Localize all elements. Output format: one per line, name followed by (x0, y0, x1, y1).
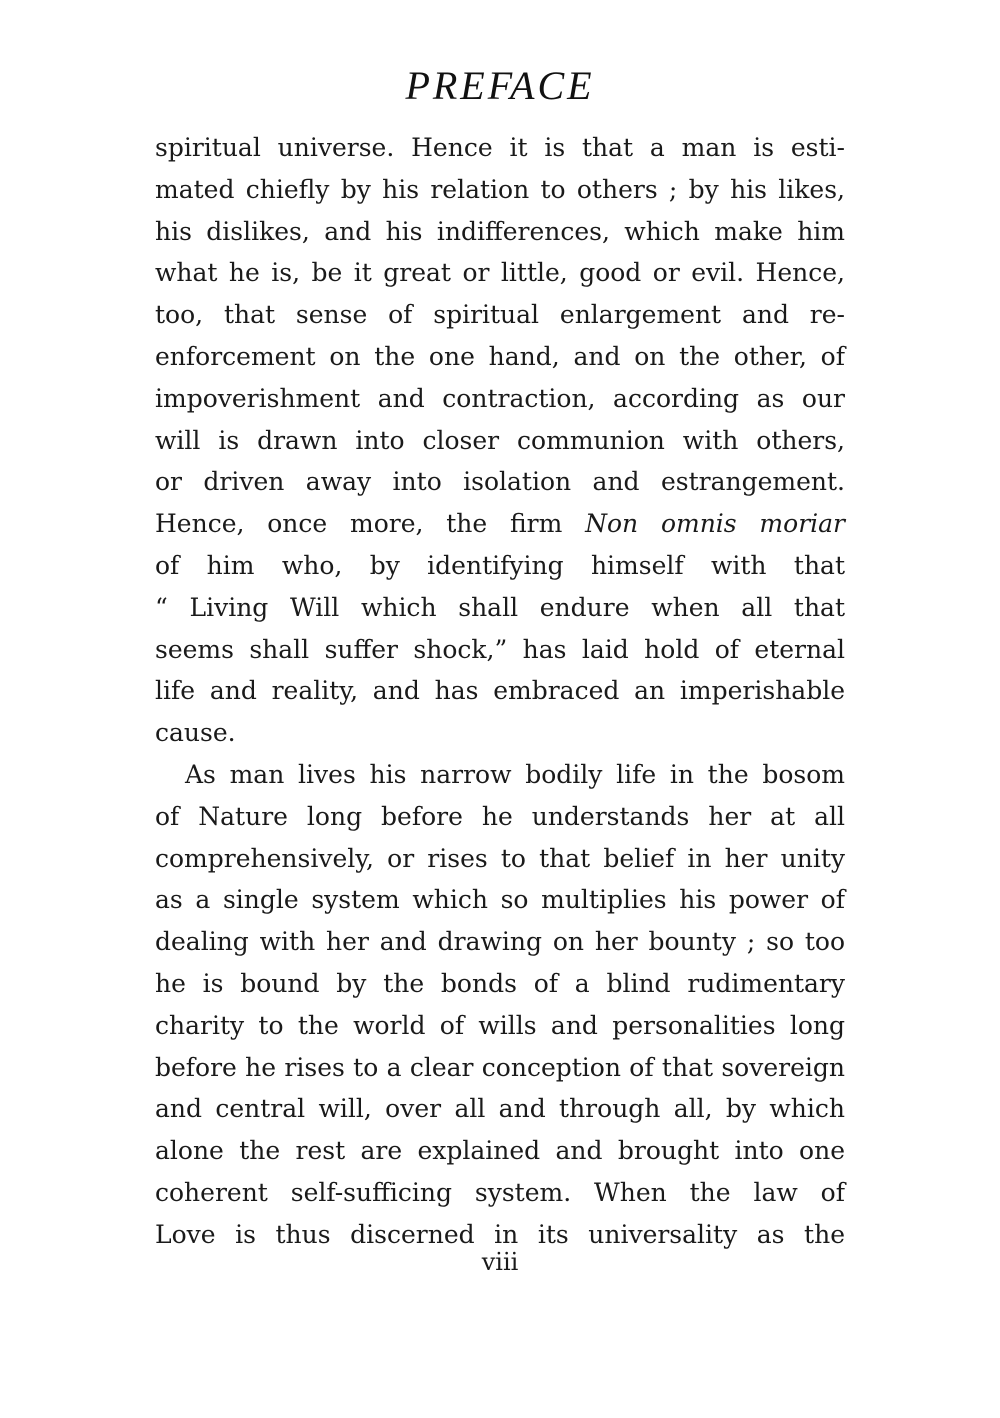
text-line: alone the rest are explained and brought into one (155, 1136, 845, 1166)
text-line: enforcement on the one hand, and on the other, of (155, 341, 845, 371)
text-line: of him who, by identifying himself with that (155, 550, 845, 580)
text-line-last: cause. (155, 718, 236, 748)
text-line: what he is, be it great or little, good or evil. Hence, (155, 258, 845, 288)
text-line: charity to the world of wills and personalities long (155, 1010, 845, 1040)
text-line: before he rises to a clear conception of that sovereign (155, 1052, 845, 1082)
text-line: too, that sense of spiritual enlargement and re- (155, 300, 845, 330)
text-line: his dislikes, and his indifferences, which make him (155, 216, 845, 246)
text-line: mated chiefly by his relation to others ; by his likes, (155, 174, 845, 204)
text-line: as a single system which so multiplies his power of (155, 885, 845, 915)
text-line: will is drawn into closer communion with others, (155, 425, 845, 455)
text-line: impoverishment and contraction, according as our (155, 383, 845, 413)
text-line: “ Living Will which shall endure when all that (155, 592, 845, 622)
text-run: Hence, once more, the firm (155, 509, 563, 539)
page-number: viii (481, 1248, 519, 1276)
text-line: and central will, over all and through all, by which (155, 1094, 845, 1124)
running-title: PREFACE (405, 63, 595, 108)
text-line: of Nature long before he understands her at all (155, 801, 845, 831)
body-text (155, 127, 845, 1256)
paragraph-1 (155, 127, 845, 754)
text-line-with-italic (155, 503, 845, 545)
text-line: comprehensively, or rises to that belief in her unity (155, 843, 845, 873)
text-line: coherent self-sufficing system. When the law of (155, 1177, 845, 1207)
text-line: or driven away into isolation and estrangement. (155, 467, 845, 497)
text-line: Love is thus discerned in its universality as the (155, 1219, 845, 1249)
text-line: spiritual universe. Hence it is that a man is esti- (155, 133, 845, 162)
text-line: dealing with her and drawing on her bounty ; so too (155, 927, 845, 957)
text-line: he is bound by the bonds of a blind rudimentary (155, 968, 845, 998)
italic-phrase: Non omnis moriar (585, 509, 845, 539)
text-line: seems shall suffer shock,” has laid hold of eternal (155, 634, 845, 664)
text-line: life and reality, and has embraced an imperishable (155, 676, 845, 706)
paragraph-2 (155, 754, 845, 1256)
text-line-indented: As man lives his narrow bodily life in the bosom (185, 759, 845, 789)
